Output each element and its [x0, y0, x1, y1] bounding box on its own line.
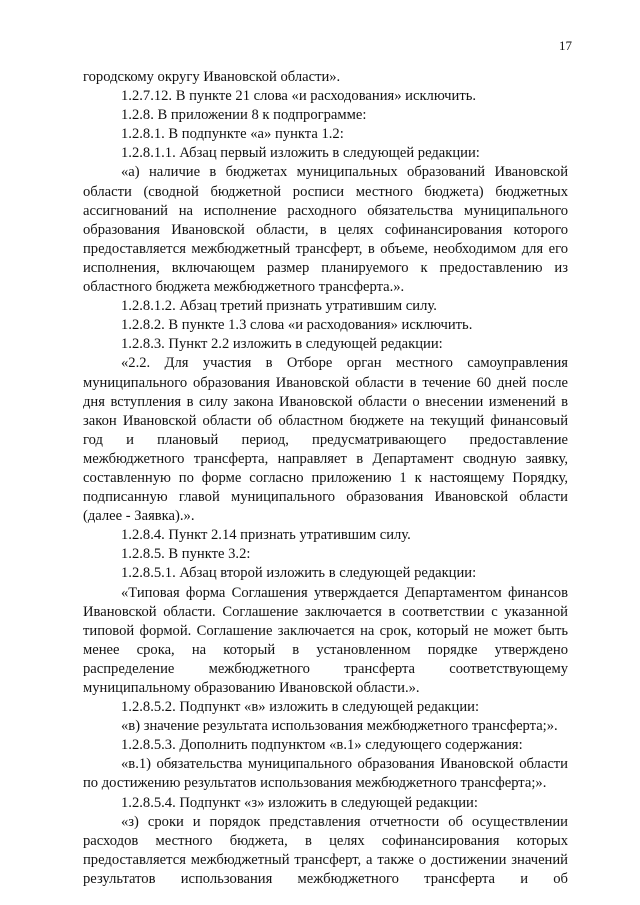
paragraph: 1.2.8.1.1. Абзац первый изложить в следующей редакции: [121, 145, 480, 162]
paragraph: 1.2.8.5.4. Подпункт «з» изложить в следующей редакции: [121, 794, 478, 811]
paragraph: «в.1) обязательства муниципального образования Ивановской области по достижению результатов использования межбюджетного трансферта;». [83, 756, 568, 792]
paragraph: «з) сроки и порядок представления отчетности об осуществлении расходов местного бюджета, в целях софинансирования которых предоставляется межбюджетный трансферт, а также о достижении значений результатов использования межбюджетного трансферта и об [83, 813, 568, 887]
paragraph: 1.2.8.2. В пункте 1.3 слова «и расходования» исключить. [121, 317, 473, 334]
document-body [83, 68, 568, 889]
paragraph: 1.2.8.5.1. Абзац второй изложить в следующей редакции: [121, 565, 477, 582]
paragraph: 1.2.8.1. В подпункте «а» пункта 1.2: [121, 126, 344, 143]
paragraph: 1.2.8.4. Пункт 2.14 признать утратившим силу. [121, 527, 411, 544]
paragraph: 1.2.8.5.2. Подпункт «в» изложить в следующей редакции: [121, 699, 479, 716]
paragraph: «а) наличие в бюджетах муниципальных образований Ивановской области (сводной бюджетной росписи местного бюджета) бюджетных ассигнований на исполнение расходного обязательства муниципального образования Ивановской области, в целях софинансирования которого предоставляется межбюджетный трансферт, в объеме, необходимом для его исполнения, включающем размер планируемого к предоставлению из областного бюджета межбюджетного трансферта.». [83, 164, 568, 296]
paragraph: 1.2.8.5.3. Дополнить подпунктом «в.1» следующего содержания: [121, 737, 523, 754]
paragraph: 1.2.8.1.2. Абзац третий признать утратившим силу. [121, 298, 437, 315]
paragraph: «в) значение результата использования межбюджетного трансферта;». [121, 718, 558, 735]
paragraph: «2.2. Для участия в Отборе орган местного самоуправления муниципального образования Ивановской области в течение 60 дней после дня вступления в силу закона Ивановской области о внесении изменений в закон Ивановской области об областном бюджете на текущий финансовый год и плановый период, предусматривающего предоставление межбюджетного трансферта, направляет в Департамент сводную заявку, составленную по форме согласно приложению 1 к настоящему Порядку, подписанную главой муниципального образования Ивановской области (далее - Заявка).». [83, 355, 568, 525]
paragraph: городскому округу Ивановской области». [83, 69, 341, 85]
page-number: 17 [559, 38, 572, 53]
paragraph: 1.2.8.5. В пункте 3.2: [121, 546, 251, 563]
paragraph: 1.2.7.12. В пункте 21 слова «и расходования» исключить. [121, 88, 476, 105]
paragraph: «Типовая форма Соглашения утверждается Департаментом финансов Ивановской области. Соглашение заключается в соответствии с указанной типовой формой. Соглашение заключается на срок, который не может быть менее срока, на который в установленном порядке утверждено распределение межбюджетного трансферта соответствующему муниципальному образованию Ивановской области.». [83, 584, 568, 696]
paragraph: 1.2.8.3. Пункт 2.2 изложить в следующей редакции: [121, 336, 443, 353]
paragraph: 1.2.8. В приложении 8 к подпрограмме: [121, 107, 367, 124]
